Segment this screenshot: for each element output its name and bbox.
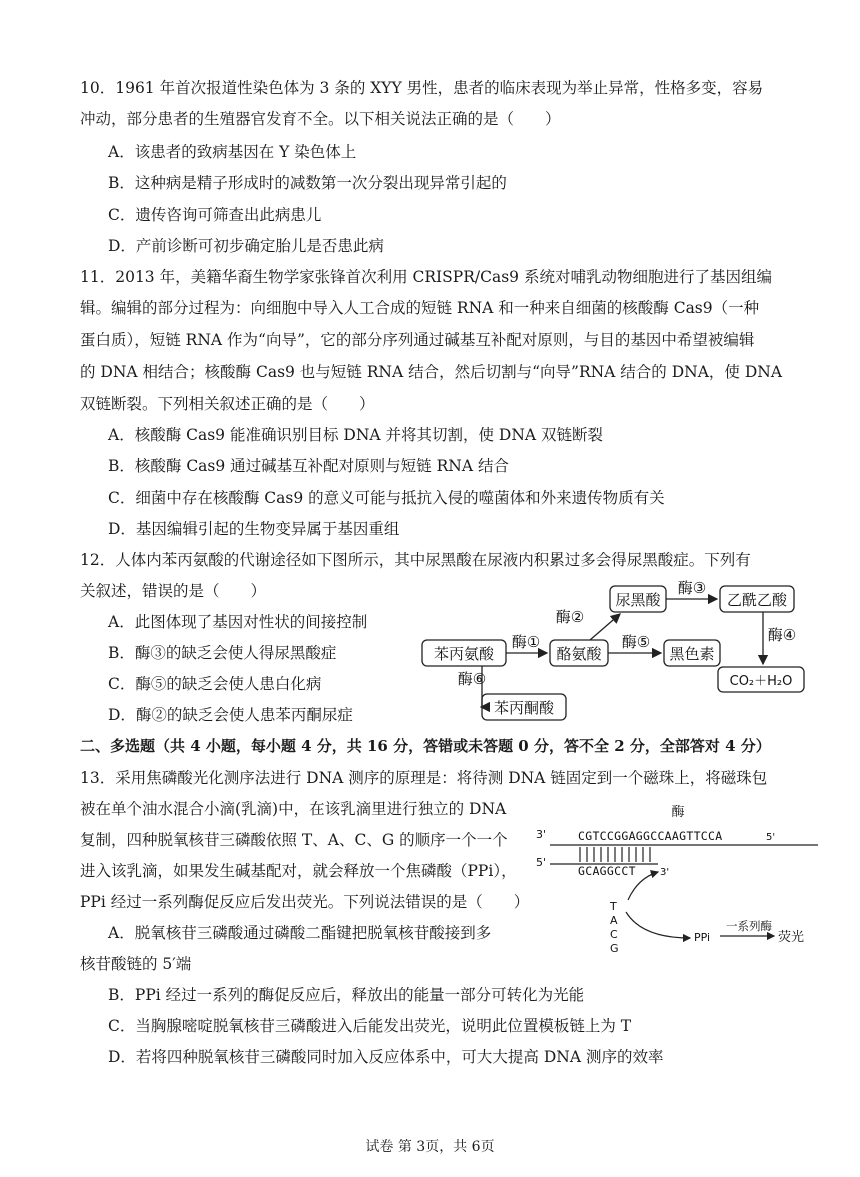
q13-option-b: B．PPi 经过一系列的酶促反应后，释放出的能量一部分可转化为光能 bbox=[108, 986, 585, 1004]
label-nuc-g: G bbox=[610, 942, 619, 955]
q13-option-c: C．当胸腺嘧啶脱氧核苷三磷酸进入后能发出荧光，说明此位置模板链上为 T bbox=[108, 1017, 632, 1035]
q10-stem-line2: 冲动，部分患者的生殖器官发育不全。以下相关说法正确的是（ ） bbox=[80, 110, 561, 128]
label-tyrosine: 酪氨酸 bbox=[556, 645, 602, 663]
label-phenylalanine: 苯丙氨酸 bbox=[433, 645, 495, 663]
arrow-tyr-to-hga bbox=[590, 614, 620, 640]
q13-stem-line2: 被在单个油水混合小滴(乳滴)中，在该乳滴里进行独立的 DNA bbox=[80, 800, 507, 818]
q11-option-b: B．核酸酶 Cas9 通过碱基互补配对原则与短链 RNA 结合 bbox=[108, 457, 509, 475]
arrow-to-ppi bbox=[626, 912, 690, 938]
q12-option-a: A．此图体现了基因对性状的间接控制 bbox=[108, 613, 368, 631]
q11-option-d: D．基因编辑引起的生物变异属于基因重组 bbox=[108, 520, 400, 538]
label-template-3prime: 3' bbox=[536, 828, 547, 841]
q12-option-c: C．酶⑤的缺乏会使人患白化病 bbox=[108, 675, 322, 693]
label-acetoacetate: 乙酰乙酸 bbox=[726, 591, 788, 609]
q10-option-c: C．遗传咨询可筛查出此病患儿 bbox=[108, 206, 322, 224]
q12-stem-line2: 关叙述，错误的是（ ） bbox=[80, 582, 267, 600]
label-enzyme-2: 酶② bbox=[555, 608, 585, 626]
q13-stem-line3: 复制，四种脱氧核苷三磷酸依照 T、A、C、G 的顺序一个一个 bbox=[80, 831, 508, 849]
q11-stem-line2: 辑。编辑的部分过程为：向细胞中导入人工合成的短链 RNA 和一种来自细菌的核酸酶 Cas9（一种 bbox=[80, 299, 760, 317]
q11-option-c: C．细菌中存在核酸酶 Cas9 的意义可能与抵抗入侵的噬菌体和外来遗传物质有关 bbox=[108, 489, 665, 507]
q10-option-b: B．这种病是精子形成时的减数第一次分裂出现异常引起的 bbox=[108, 174, 507, 192]
label-nuc-c: C bbox=[610, 928, 618, 941]
section-multiple-choice-header: 二、多选题（共 4 小题，每小题 4 分，共 16 分，答错或未答题 0 分，答不全 2 分，全部答对 4 分） bbox=[80, 737, 771, 755]
label-template-5prime: 5' bbox=[766, 832, 776, 843]
label-enzyme-5: 酶⑤ bbox=[621, 633, 651, 651]
label-series-enzyme: 一系列酶 bbox=[726, 919, 772, 933]
label-enzyme-4: 酶④ bbox=[767, 626, 797, 644]
q11-stem-line5: 双链断裂。下列相关叙述正确的是（ ） bbox=[80, 395, 375, 413]
q10-option-a: A．该患者的致病基因在 Y 染色体上 bbox=[108, 143, 357, 161]
label-enzyme: 酶 bbox=[671, 805, 685, 820]
label-co2-h2o: CO₂＋H₂O bbox=[729, 674, 793, 689]
q11-option-a: A．核酸酶 Cas9 能准确识别目标 DNA 并将其切割，使 DNA 双链断裂 bbox=[108, 426, 604, 444]
label-homogentisic-acid: 尿黑酸 bbox=[615, 591, 661, 609]
q13-option-a-line2: 核苷酸链的 5′端 bbox=[80, 955, 192, 973]
label-ppi: PPi bbox=[694, 931, 711, 944]
label-enzyme-6: 酶⑥ bbox=[457, 670, 487, 688]
label-primer-5prime: 5' bbox=[536, 856, 547, 869]
label-fluorescence: 荧光 bbox=[778, 930, 805, 945]
q11-stem-line1: 11．2013 年，美籍华裔生物学家张锋首次利用 CRISPR/Cas9 系统对哺乳动物细胞进行了基因组编 bbox=[80, 268, 772, 286]
q12-option-b: B．酶③的缺乏会使人得尿黑酸症 bbox=[108, 644, 337, 662]
page-footer: 试卷 第 3页，共 6页 bbox=[365, 1139, 495, 1155]
label-template-sequence: CGTCCGGAGGCCAAGTTCCA bbox=[578, 829, 723, 843]
label-primer-sequence: GCAGGCCT bbox=[578, 864, 636, 878]
label-primer-3prime: 3' bbox=[660, 867, 670, 878]
q10-option-d: D．产前诊断可初步确定胎儿是否患此病 bbox=[108, 237, 384, 255]
base-pair-ticks bbox=[580, 847, 650, 862]
q11-stem-line4: 的 DNA 相结合；核酸酶 Cas9 也与短链 RNA 结合，然后切割与“向导”RNA 结合的 DNA，使 DNA bbox=[80, 363, 783, 381]
q13-option-a-line1: A．脱氧核苷三磷酸通过磷酸二酯键把脱氧核苷酸接到多 bbox=[108, 924, 492, 942]
q13-stem-line4: 进入该乳滴，如果发生碱基配对，就会释放一个焦磷酸（PPi）， bbox=[80, 862, 517, 880]
q12-stem-line1: 12．人体内苯丙氨酸的代谢途径如下图所示，其中尿黑酸在尿液内积累过多会得尿黑酸症。下列有 bbox=[80, 551, 751, 569]
label-nuc-t: T bbox=[610, 900, 617, 913]
q13-stem-line5: PPi 经过一系列酶促反应后发出荧光。下列说法错误的是（ ） bbox=[80, 893, 530, 911]
label-enzyme-3: 酶③ bbox=[677, 579, 707, 597]
label-phenylpyruvic-acid: 苯丙酮酸 bbox=[493, 699, 555, 717]
q13-stem-line1: 13．采用焦磷酸光化测序法进行 DNA 测序的原理是：将待测 DNA 链固定到一个磁珠上，将磁珠包 bbox=[80, 769, 768, 787]
pyrosequencing-diagram bbox=[530, 800, 825, 970]
q10-stem-line1: 10．1961 年首次报道性染色体为 3 条的 XYY 男性，患者的临床表现为举止异常，性格多变，容易 bbox=[80, 79, 764, 97]
q13-option-d: D．若将四种脱氧核苷三磷酸同时加入反应体系中，可大大提高 DNA 测序的效率 bbox=[108, 1048, 664, 1066]
label-nuc-a: A bbox=[610, 914, 618, 927]
label-enzyme-1: 酶① bbox=[511, 633, 541, 651]
q12-option-d: D．酶②的缺乏会使人患苯丙酮尿症 bbox=[108, 706, 353, 724]
label-melanin: 黑色素 bbox=[669, 645, 715, 663]
q11-stem-line3: 蛋白质），短链 RNA 作为“向导”，它的部分序列通过碱基互补配对原则，与目的基因中希望被编辑 bbox=[80, 331, 755, 349]
metabolic-pathway-diagram bbox=[410, 574, 810, 724]
